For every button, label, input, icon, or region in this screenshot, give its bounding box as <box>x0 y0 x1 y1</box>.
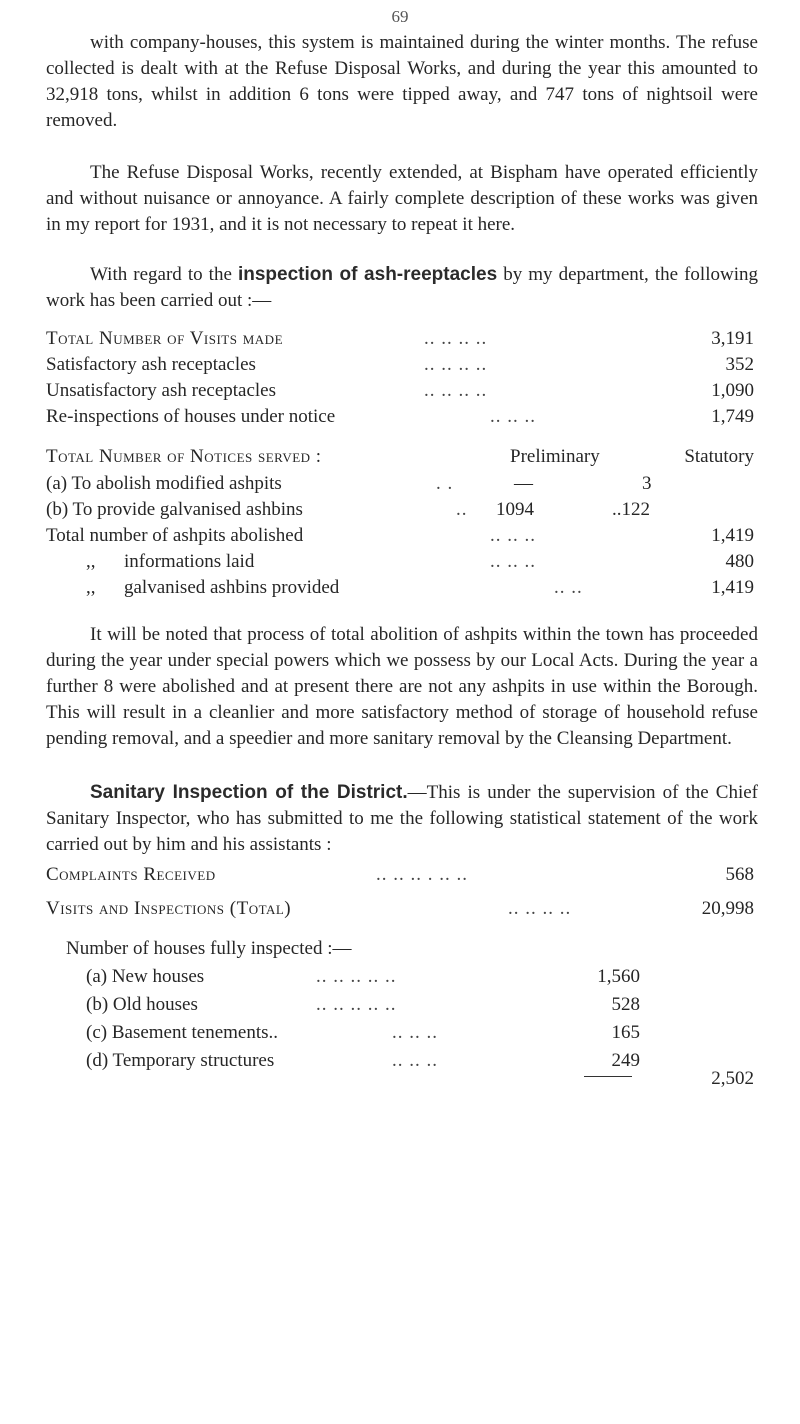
leader-dots: .. .. .. .. <box>424 354 488 375</box>
paragraph-ashpit-abolition: It will be noted that process of total abolition of ashpits within the town has proceeded during the year under special powers which we possess by our Local Acts. During the year a further 8 were abolished and at present there are not any ashpits in use within the Borough. This will result in a cleanlier and more satisfactory method of storage of household refuse pending removal, and a speedier and more sanitary removal by the Cleansing Department. <box>46 624 758 749</box>
leader-dots: .. .. .. .. .. <box>316 994 397 1015</box>
sanitary-inspection-heading: Sanitary Inspection of the District. <box>90 782 408 803</box>
row-value: 165 <box>611 1022 640 1043</box>
row-prefix: Total number of <box>46 525 169 546</box>
page-number: 69 <box>391 7 409 26</box>
table-row <box>46 964 754 990</box>
leader-dots: .. .. .. .. .. <box>316 966 397 987</box>
leader-dots: . . <box>436 473 454 494</box>
row-value: 528 <box>611 994 640 1015</box>
para5-after: —This is under the supervision of the Chief Sanitary Inspector, who has submitted to me the following statistical statement of the work carried out by him and his assistants : <box>46 782 759 855</box>
leader-dots: .. .. .. <box>392 1050 438 1071</box>
row-value: 1,090 <box>711 380 754 401</box>
table-row <box>46 326 754 352</box>
column-header-preliminary: Preliminary <box>510 446 600 467</box>
row-label: (a) New houses <box>86 966 205 987</box>
table-row <box>46 523 754 549</box>
complaints-row <box>46 862 754 888</box>
ditto-mark: ,, <box>86 551 96 572</box>
row-value: 568 <box>725 864 754 885</box>
notices-heading-row <box>46 444 754 470</box>
row-label <box>46 523 303 549</box>
table-row <box>46 378 754 404</box>
visits-inspections-row <box>46 896 754 922</box>
row-value: 480 <box>725 551 754 572</box>
row-label: (b) Old houses <box>86 994 198 1015</box>
leader-dots: .. <box>456 499 468 520</box>
row-value: 3,191 <box>711 328 754 349</box>
column-header-statutory: Statutory <box>684 446 754 467</box>
row-label: (d) Temporary structures <box>86 1050 275 1071</box>
row-value: 1,419 <box>711 525 754 546</box>
statutory-value: ..122 <box>612 499 650 520</box>
leader-dots: .. .. .. .. <box>508 898 572 919</box>
row-label: Satisfactory ash receptacles <box>46 354 256 375</box>
table-row <box>46 575 754 601</box>
para3-before: With regard to the <box>90 264 238 285</box>
row-label: galvanised ashbins provided <box>124 577 340 598</box>
notices-heading: Total Number of Notices served : <box>46 446 322 467</box>
ash-receptacles-heading: inspection of ash-reeptacles <box>237 264 498 285</box>
leader-dots: .. .. <box>554 577 583 598</box>
leader-dots: .. .. .. <box>490 551 536 572</box>
paragraph-refuse-disposal-works: The Refuse Disposal Works, recently extended, at Bispham have operated efficiently and without nuisance or annoyance. A fairly complete description of these works was given in my report for 1931, and it is not necessary to repeat it here. <box>46 162 758 235</box>
para3-after: by my department, the following work has been carried out :— <box>46 264 758 311</box>
table-row <box>46 352 754 378</box>
leader-dots: .. .. .. .. <box>424 380 488 401</box>
leader-dots: .. .. .. <box>392 1022 438 1043</box>
paragraph-sanitary-inspection <box>46 780 758 858</box>
row-label: Total Number of Visits made <box>46 328 284 349</box>
row-value: 249 <box>611 1050 640 1071</box>
preliminary-value: — <box>514 473 533 494</box>
row-label: (a) To abolish modified ashpits <box>46 473 282 494</box>
row-value: 20,998 <box>701 898 754 919</box>
row-label: informations laid <box>124 551 255 572</box>
row-label: Visits and Inspections (Total) <box>46 898 292 919</box>
table-row <box>46 549 754 575</box>
row-value: 1,749 <box>711 406 754 427</box>
row-label: (b) To provide galvanised ashbins <box>46 499 303 520</box>
houses-heading: Number of houses fully inspected :— <box>66 938 352 959</box>
row-label-text: ashpits abolished <box>172 525 304 546</box>
table-row <box>46 471 754 497</box>
table-row <box>46 1020 754 1046</box>
houses-total-value: 2,502 <box>711 1068 754 1089</box>
table-row <box>46 404 754 430</box>
row-label: Complaints Received <box>46 864 216 885</box>
row-value: 1,419 <box>711 577 754 598</box>
table-row <box>46 497 754 523</box>
leader-dots: .. .. .. <box>490 406 536 427</box>
table-row <box>46 992 754 1018</box>
leader-dots: .. .. .. <box>490 525 536 546</box>
houses-heading-row <box>46 936 754 962</box>
paragraph-refuse-collection: with company-houses, this system is maintained during the winter months. The refuse collected is dealt with at the Refuse Disposal Works, and during the year this amounted to 32,918 tons, whilst in addition 6 tons were tipped away, and 747 tons of nightsoil were removed. <box>46 32 758 131</box>
statutory-value: 3 <box>642 473 652 494</box>
row-label: (c) Basement tenements.. <box>86 1022 279 1043</box>
ditto-mark: ,, <box>86 577 96 598</box>
paragraph-ash-receptacles <box>46 262 758 314</box>
row-label: Unsatisfactory ash receptacles <box>46 380 277 401</box>
row-value: 1,560 <box>597 966 640 987</box>
preliminary-value: 1094 <box>496 499 534 520</box>
leader-dots: .. .. .. . .. .. <box>376 864 468 885</box>
row-value: 352 <box>725 354 754 375</box>
leader-dots: .. .. .. .. <box>424 328 488 349</box>
row-label: Re-inspections of houses under notice <box>46 406 336 427</box>
houses-total-row <box>46 1066 754 1092</box>
